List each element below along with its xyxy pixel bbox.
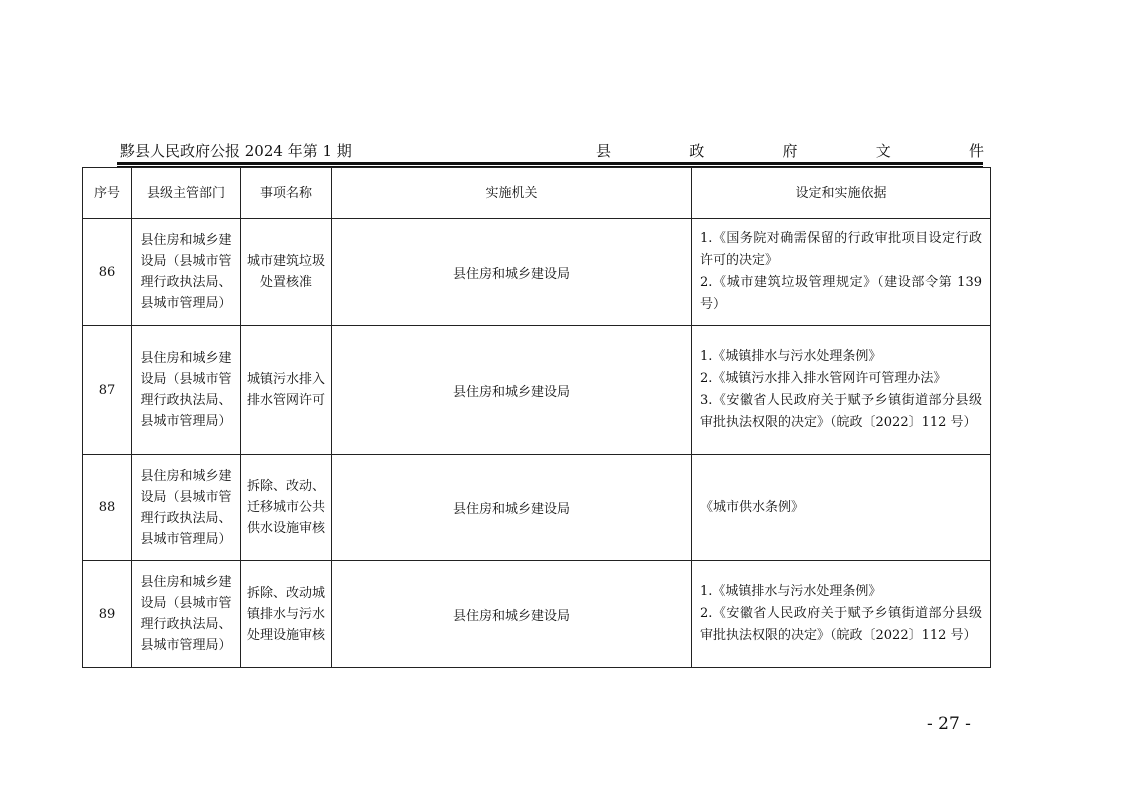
row-dept-text: 县住房和城乡建设局（县城市管理行政执法局、县城市管理局） <box>140 351 232 429</box>
row-basis <box>692 455 991 561</box>
row-dept-text: 县住房和城乡建设局（县城市管理行政执法局、县城市管理局） <box>140 233 232 311</box>
row-item: 城镇污水排入排水管网许可 <box>241 326 332 455</box>
table-row <box>83 219 991 326</box>
section-title-char: 文 <box>875 142 891 160</box>
section-title-char: 府 <box>782 142 798 160</box>
table-row <box>83 455 991 561</box>
row-dept-text: 县住房和城乡建设局（县城市管理行政执法局、县城市管理局） <box>140 575 232 653</box>
row-dept <box>132 326 241 455</box>
bulletin-title: 黟县人民政府公报 2024 年第 1 期 <box>120 142 352 160</box>
row-dept <box>132 455 241 561</box>
basis-line: 1.《城镇排水与污水处理条例》 <box>700 349 882 364</box>
row-item: 拆除、改动城镇排水与污水处理设施审核 <box>241 561 332 668</box>
row-number: 89 <box>83 561 132 668</box>
row-number: 88 <box>83 455 132 561</box>
basis-line: 3.《安徽省人民政府关于赋予乡镇街道部分县级审批执法权限的决定》（皖政〔2022〕112 号） <box>700 393 982 430</box>
row-org: 县住房和城乡建设局 <box>332 326 692 455</box>
section-title-char: 件 <box>968 142 984 160</box>
row-org: 县住房和城乡建设局 <box>332 455 692 561</box>
section-title-char: 政 <box>689 142 705 160</box>
basis-line: 1.《国务院对确需保留的行政审批项目设定行政许可的决定》 <box>700 231 982 268</box>
section-title-char: 县 <box>596 142 612 160</box>
table-row <box>83 326 991 455</box>
table-header-row <box>83 168 991 219</box>
row-org: 县住房和城乡建设局 <box>332 561 692 668</box>
basis-line: 《城市供水条例》 <box>700 499 805 515</box>
column-header-dept: 县级主管部门 <box>132 168 241 219</box>
basis-line: 2.《城市建筑垃圾管理规定》（建设部令第 139 号） <box>700 275 982 312</box>
page-number: - 27 - <box>927 714 971 734</box>
header-divider-thick <box>117 162 983 165</box>
section-title <box>596 140 984 161</box>
row-dept <box>132 219 241 326</box>
approval-items-table <box>82 167 991 668</box>
row-basis <box>692 561 991 668</box>
row-dept-text: 县住房和城乡建设局（县城市管理行政执法局、县城市管理局） <box>140 468 232 547</box>
row-basis <box>692 326 991 455</box>
row-number: 86 <box>83 219 132 326</box>
basis-line: 2.《安徽省人民政府关于赋予乡镇街道部分县级审批执法权限的决定》（皖政〔2022〕112 号） <box>700 606 982 643</box>
basis-line: 2.《城镇污水排入排水管网许可管理办法》 <box>700 371 947 386</box>
column-header-no: 序号 <box>83 168 132 219</box>
row-item: 城市建筑垃圾处置核准 <box>241 219 332 326</box>
row-item: 拆除、改动、迁移城市公共供水设施审核 <box>241 455 332 561</box>
column-header-basis: 设定和实施依据 <box>692 168 991 219</box>
column-header-org: 实施机关 <box>332 168 692 219</box>
table-row <box>83 561 991 668</box>
row-basis <box>692 219 991 326</box>
basis-line: 1.《城镇排水与污水处理条例》 <box>700 584 882 599</box>
row-org: 县住房和城乡建设局 <box>332 219 692 326</box>
row-number: 87 <box>83 326 132 455</box>
row-dept <box>132 561 241 668</box>
column-header-item: 事项名称 <box>241 168 332 219</box>
